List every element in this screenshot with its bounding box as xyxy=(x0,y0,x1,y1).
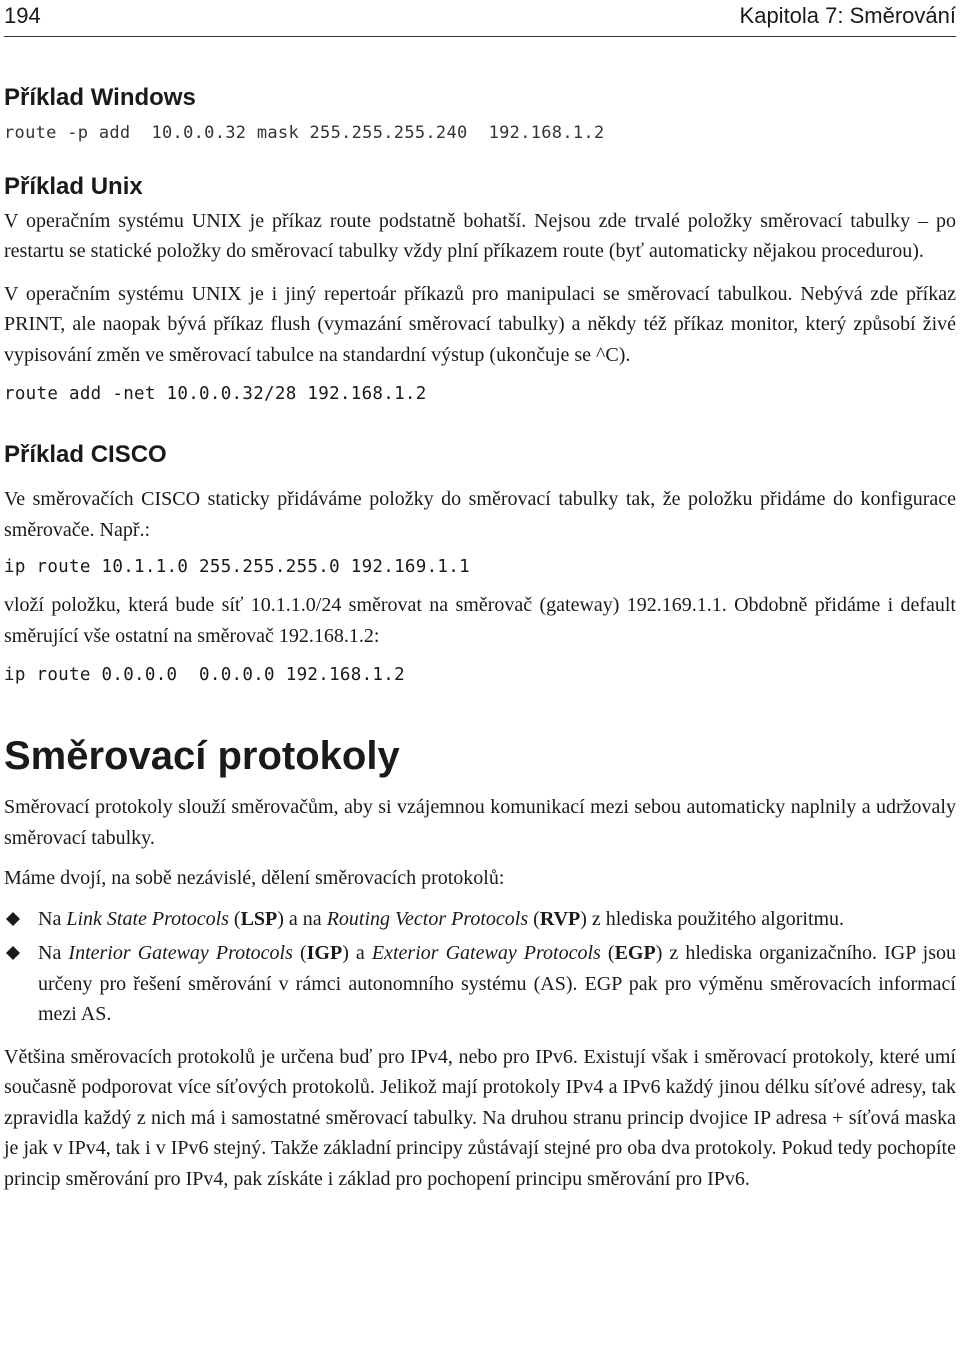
page-content xyxy=(4,70,956,1194)
unix-route-command: route add -net 10.0.0.32/28 192.168.1.2 xyxy=(4,384,427,405)
chapter-title: Kapitola 7: Směrování xyxy=(739,3,956,28)
windows-example-heading: Příklad Windows xyxy=(4,84,196,111)
list-item xyxy=(4,904,956,935)
list-text: ) a xyxy=(342,942,372,965)
list-text: ) z hlediska organizačního. IGP jsou určeny pro řešení směrování v rámci autonomního systému (AS). EGP pak pro výměnu směrovacích informací mezi AS. xyxy=(38,942,956,1026)
cisco-paragraph-2: vloží položku, která bude síť 10.1.1.0/24 směrovat na směrovač (gateway) 192.169.1.1. Obdobně přidáme i default směrující vše ostatní na směrovač 192.168.1.2: xyxy=(4,594,956,647)
protocol-division-list xyxy=(4,904,956,1030)
page-header xyxy=(4,0,956,37)
cisco-paragraph-1: Ve směrovačích CISCO staticky přidáváme položky do směrovací tabulky tak, že položku přidáme do konfigurace směrovače. Např.: xyxy=(4,488,956,541)
unix-paragraph-1: V operačním systému UNIX je příkaz route podstatně bohatší. Nejsou zde trvalé položky směrovací tabulky – po restartu se statické položky do směrovací tabulky vždy plní příkazem route (byť automaticky nějakou procedurou). xyxy=(4,209,956,263)
protocols-paragraph-3: Většina směrovacích protokolů je určena buď pro IPv4, nebo pro IPv6. Existují však i směrovací protokoly, které umí současně podporovat více síťových protokolů. Jelikož mají protokoly IPv4 a IPv6 každý jinou délku síťové adresy, tak zpravidla každý z nich má i samostatné směrovací tabulky. Na druhou stranu princip dvojice IP adresa + síťová maska je jak v IPv4, tak i v IPv6 stejný. Takže základní principy zůstávají stejné pro oba dva protokoly. Pokud tedy pochopíte princip směrování pro IPv4, pak získáte i základ pro pochopení principu směrování pro IPv6. xyxy=(4,1045,956,1190)
term-lsp: LSP xyxy=(240,907,278,930)
protocols-paragraph-2: Máme dvojí, na sobě nezávislé, dělení směrovacích protokolů: xyxy=(4,867,505,890)
list-item xyxy=(4,938,956,1030)
term-rvp-full: Routing Vector Protocols xyxy=(326,907,529,930)
list-text: ( xyxy=(292,942,307,965)
term-rvp: RVP xyxy=(539,907,581,930)
term-igp: IGP xyxy=(306,942,343,965)
list-text: ) z hlediska použitého algoritmu. xyxy=(580,907,845,930)
term-igp-full: Interior Gateway Protocols xyxy=(68,942,293,965)
cisco-example-heading: Příklad CISCO xyxy=(4,441,167,469)
term-lsp-full: Link State Protocols xyxy=(66,907,229,930)
unix-paragraph-2: V operačním systému UNIX je i jiný repertoár příkazů pro manipulaci se směrovací tabulkou. Nebývá zde příkaz PRINT, ale naopak bývá příkaz flush (vymazání směrovací tabulky) a někdy též příkaz monitor, který způsobí živé vypisování změn ve směrovací tabulce na standardní výstup (ukončuje se ^C). xyxy=(4,282,956,366)
page-number: 194 xyxy=(4,3,41,28)
list-text: ) a na xyxy=(277,907,327,930)
term-egp: EGP xyxy=(614,942,656,965)
windows-route-command: route -p add 10.0.0.32 mask 255.255.255.240 192.168.1.2 xyxy=(4,122,605,143)
diamond-bullet-icon xyxy=(6,912,20,926)
cisco-route-command-1: ip route 10.1.1.0 255.255.255.0 192.169.1.1 xyxy=(4,557,470,578)
protocols-paragraph-1: Směrovací protokoly slouží směrovačům, aby si vzájemnou komunikací mezi sebou automaticky naplnily a udržovaly směrovací tabulky. xyxy=(4,796,956,849)
list-text: ( xyxy=(528,907,540,930)
section-heading: Směrovací protokoly xyxy=(4,734,400,779)
diamond-bullet-icon xyxy=(6,946,20,960)
cisco-route-command-2: ip route 0.0.0.0 0.0.0.0 192.168.1.2 xyxy=(4,665,405,686)
term-egp-full: Exterior Gateway Protocols xyxy=(371,942,601,965)
list-text: Na xyxy=(38,907,67,930)
list-text: ( xyxy=(600,942,615,965)
unix-example-heading: Příklad Unix xyxy=(4,173,143,201)
list-text: Na xyxy=(38,942,69,965)
list-text: ( xyxy=(228,907,241,930)
